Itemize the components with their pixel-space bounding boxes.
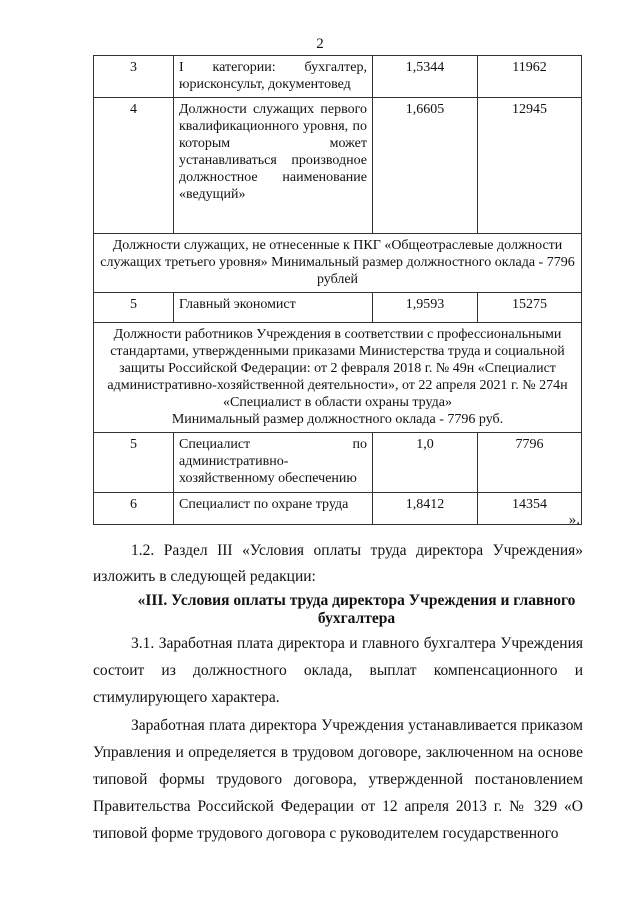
section-heading: «III. Условия оплаты труда директора Учреждения и главного бухгалтера xyxy=(137,592,576,627)
paragraph-3: Заработная плата директора Учреждения устанавливается приказом Управления и определяется в трудовом договоре, заключенном на основе типовой формы трудового договора, утвержденной постановлением Правительства Российской Федерации от 12 апреля 2013 г. № 329 «О типовой форме трудового договора с руководителем государственного xyxy=(93,717,583,842)
paragraph-1: 1.2. Раздел III «Условия оплаты труда директора Учреждения» изложить в следующей редакции: xyxy=(93,542,583,585)
position-name: Должности служащих первого квалификационного уровня, по которым может устанавливаться производное должностное наименование «ведущий» xyxy=(174,98,373,234)
position-name: Специалист по охране труда xyxy=(174,493,373,525)
position-name: I категории: бухгалтер, юрисконсульт, документовед xyxy=(174,56,373,98)
coefficient: 1,8412 xyxy=(373,493,478,525)
salary: 12945 xyxy=(478,98,582,234)
group-header-text: Должности работников Учреждения в соответствии с профессиональными стандартами, утвержденными приказами Министерства труда и социальной защиты Российской Федерации: от 2 февраля 2018 г. № 49н «Специалист административно-хозяйственной деятельности», от 22 апреля 2021 г. № 274н «Специалист в области охраны труда» xyxy=(107,327,568,410)
closing-quote: ». xyxy=(568,512,580,528)
row-number: 5 xyxy=(94,433,174,493)
table-row xyxy=(94,56,582,98)
table-row xyxy=(94,234,582,293)
table-row xyxy=(94,98,582,234)
row-number: 5 xyxy=(94,293,174,323)
salary: 14354 xyxy=(478,493,582,525)
group-header-min-salary: Минимальный размер должностного оклада - 7796 руб. xyxy=(171,412,504,427)
coefficient: 1,6605 xyxy=(373,98,478,234)
group-header: Должности служащих, не отнесенные к ПКГ «Общеотраслевые должности служащих третьего уровня» Минимальный размер должностного оклада - 7796 рублей xyxy=(94,234,582,293)
coefficient: 1,9593 xyxy=(373,293,478,323)
row-number: 6 xyxy=(94,493,174,525)
page-number: 2 xyxy=(316,36,324,52)
salary: 7796 xyxy=(478,433,582,493)
position-name: Специалист по административно-хозяйственному обеспечению xyxy=(174,433,373,493)
table-row xyxy=(94,493,582,525)
paragraph-2: 3.1. Заработная плата директора и главного бухгалтера Учреждения состоит из должностного оклада, выплат компенсационного и стимулирующего характера. xyxy=(93,635,583,706)
coefficient: 1,5344 xyxy=(373,56,478,98)
salary-table xyxy=(93,55,582,525)
coefficient: 1,0 xyxy=(373,433,478,493)
table-row xyxy=(94,323,582,433)
position-name: Главный экономист xyxy=(174,293,373,323)
row-number: 3 xyxy=(94,56,174,98)
table-row xyxy=(94,293,582,323)
salary: 15275 xyxy=(478,293,582,323)
row-number: 4 xyxy=(94,98,174,234)
table-row xyxy=(94,433,582,493)
group-header xyxy=(94,323,582,433)
salary: 11962 xyxy=(478,56,582,98)
